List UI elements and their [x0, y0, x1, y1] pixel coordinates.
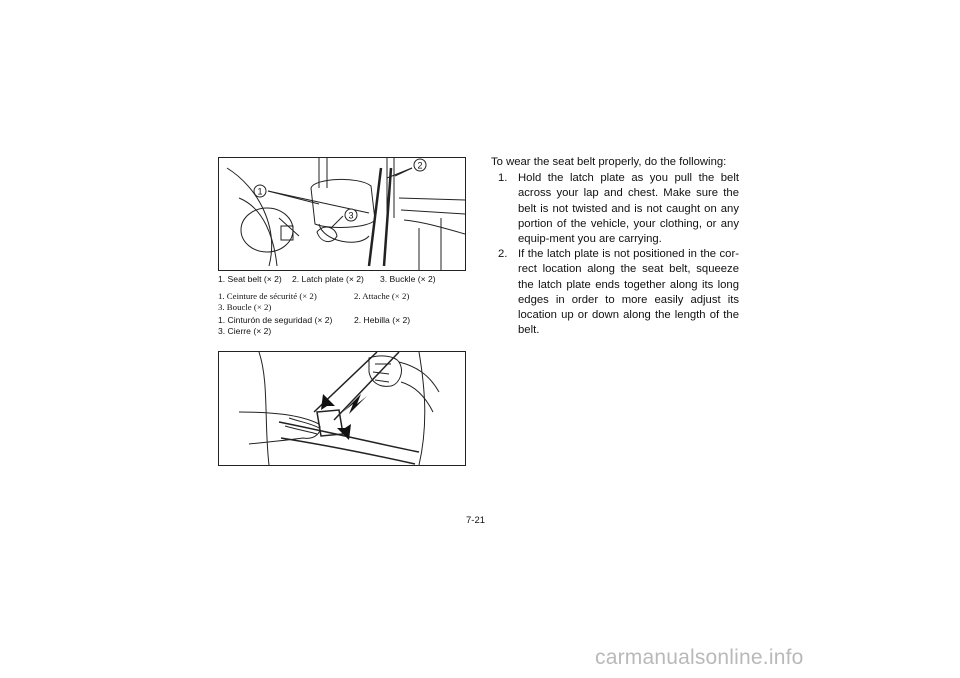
- latch-plate-drawing: [219, 352, 465, 465]
- watermark-link[interactable]: carmanualsonline.info: [595, 646, 804, 669]
- caption-es-item-2: 2. Hebilla (× 2): [354, 315, 411, 325]
- vehicle-seat-drawing: [219, 158, 465, 270]
- instruction-step: [498, 247, 739, 338]
- caption-en-item-3: 3. Buckle (× 2): [380, 274, 436, 284]
- instructions-section: [491, 155, 739, 338]
- callout-2-label: 2: [417, 160, 423, 171]
- step-number: 1.: [498, 172, 508, 185]
- step-number: 2.: [498, 248, 508, 261]
- caption-french: [218, 291, 409, 313]
- instructions-intro: To wear the seat belt properly, do the following:: [491, 156, 727, 168]
- instruction-step: [498, 171, 739, 247]
- step-text: Hold the latch plate as you pull the belt across your lap and chest. Make sure the belt is not twisted and is not caught on any portion of the vehicle, your clothing, or any equip-ment you are carrying.: [518, 172, 739, 246]
- caption-fr-item-3: 3. Boucle (× 2): [218, 302, 272, 312]
- caption-en-item-2: 2. Latch plate (× 2): [292, 274, 364, 284]
- latch-plate-illustration: [218, 351, 466, 466]
- caption-english: [218, 274, 436, 285]
- callout-1-label: 1: [257, 186, 263, 197]
- arrow-down-icon: [321, 394, 335, 410]
- step-text: If the latch plate is not positioned in the cor-rect location along the seat belt, squeeze the latch plate ends together along its long edges in order to more easily adjust its location up or down along the length of the belt.: [518, 248, 739, 337]
- arrow-up-icon: [337, 424, 351, 440]
- caption-fr-item-2: 2. Attache (× 2): [354, 291, 410, 301]
- caption-fr-item-1: 1. Ceinture de sécurité (× 2): [218, 291, 317, 301]
- page-number: 7-21: [466, 515, 486, 526]
- caption-spanish: [218, 315, 410, 337]
- seat-belt-illustration: [218, 157, 466, 271]
- caption-es-item-1: 1. Cinturón de seguridad (× 2): [218, 315, 333, 325]
- caption-en-item-1: 1. Seat belt (× 2): [218, 274, 282, 284]
- caption-es-item-3: 3. Cierre (× 2): [218, 326, 272, 336]
- callout-3-label: 3: [348, 210, 354, 221]
